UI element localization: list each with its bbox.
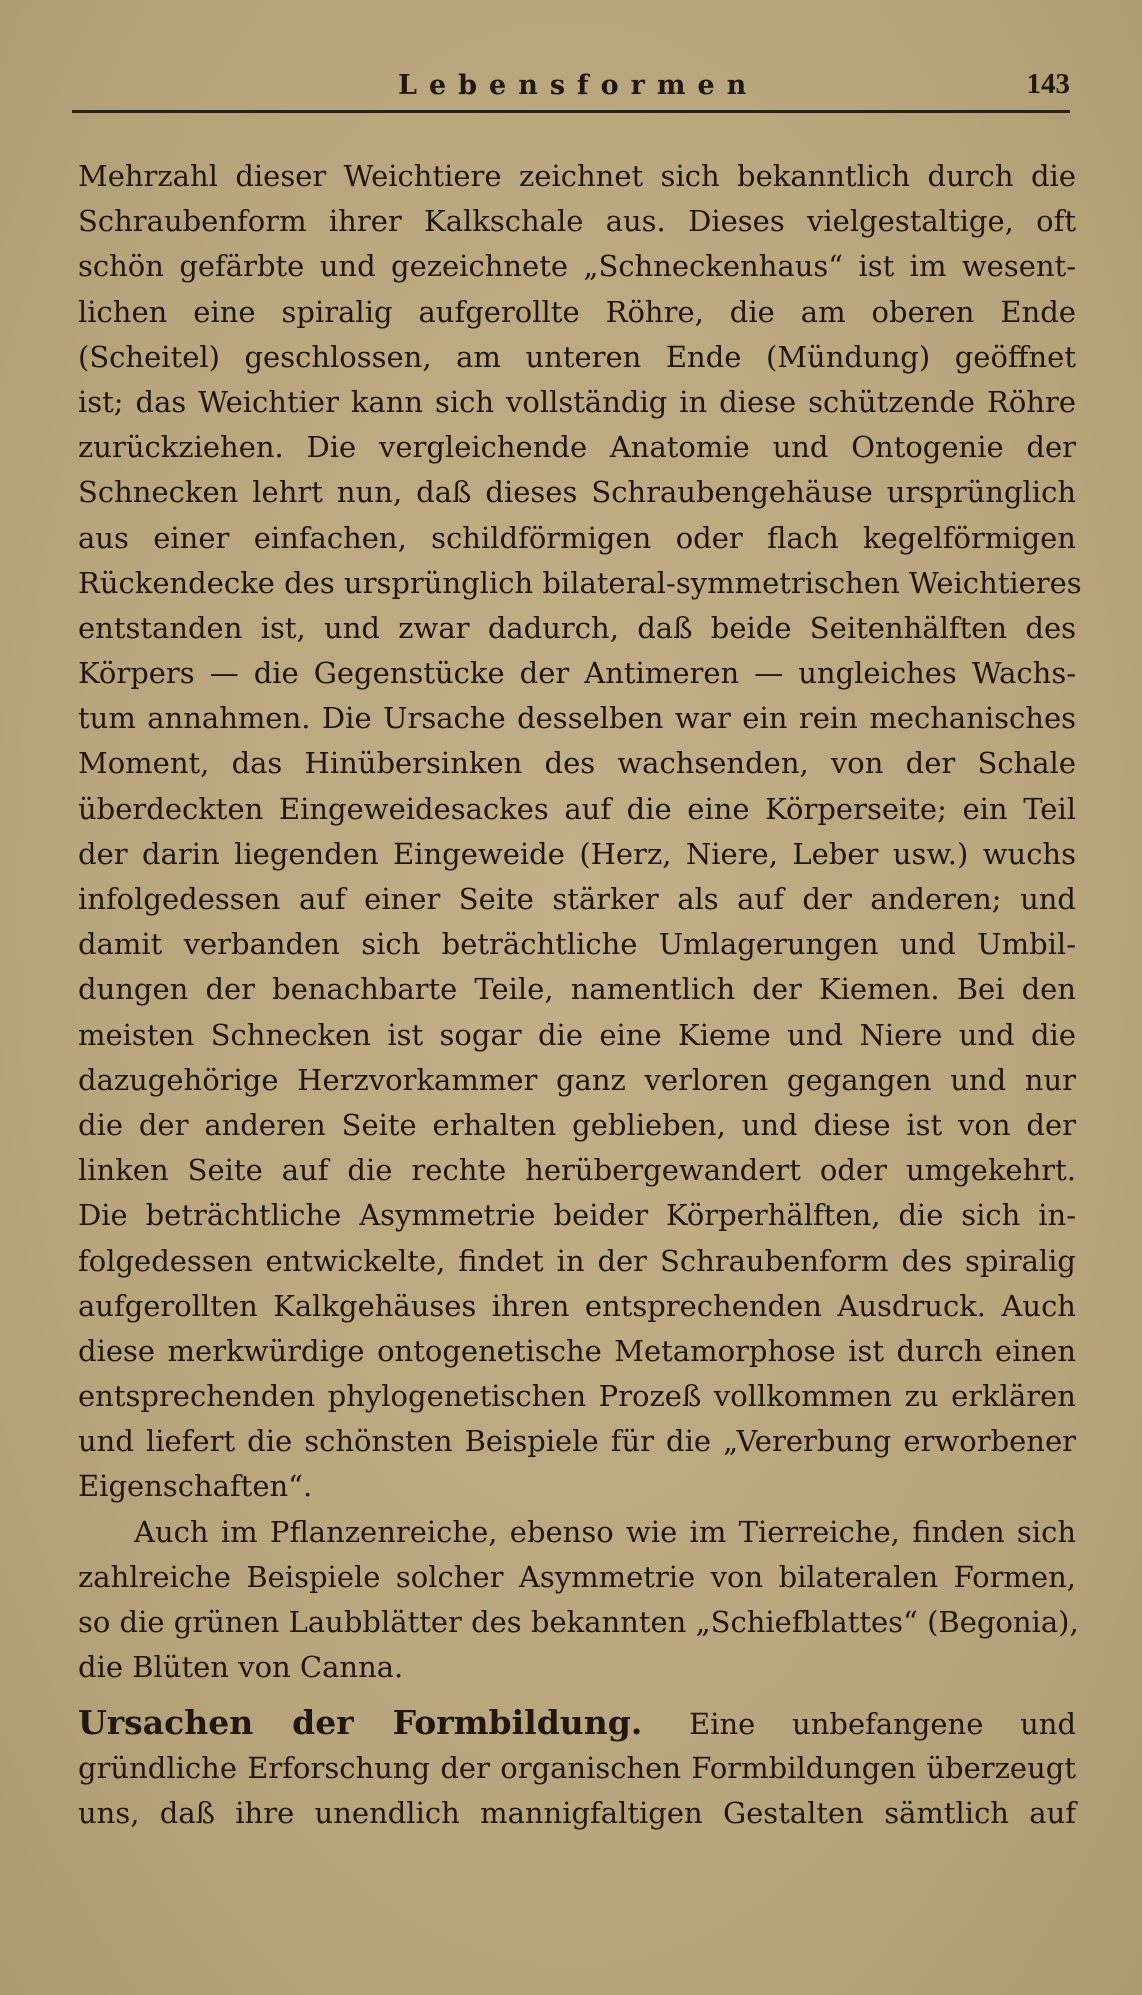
text-line: Körpers — die Gegenstücke der Antimeren — ungleiches Wachs- [78,656,1076,691]
heading-line-text: Eine unbefangene und [689,1707,1077,1742]
paragraph-1 [78,154,1082,1510]
text-line: uns, daß ihre unendlich mannigfaltigen Gestalten sämtlich auf [78,1795,1076,1830]
paragraph-2 [78,1510,1079,1691]
text-line: tum annahmen. Die Ursache desselben war ein rein mechanisches [78,701,1076,736]
body-text [78,154,1082,1836]
text-line: diese merkwürdige ontogenetische Metamorphose ist durch einen [78,1333,1076,1368]
text-line: gründliche Erforschung der organischen Formbildungen überzeugt [78,1750,1076,1785]
text-line: zahlreiche Beispiele solcher Asymmetrie von bilateralen Formen, [78,1559,1076,1594]
paragraph-gap [78,1690,1076,1700]
text-line: dazugehörige Herzvorkammer ganz verloren gegangen und nur [78,1062,1076,1097]
page-header [72,66,1070,113]
text-line: infolgedessen auf einer Seite stärker als auf der anderen; und [78,882,1076,916]
text-line: damit verbanden sich beträchtliche Umlagerungen und Umbil- [78,927,1076,962]
text-line: folgedessen entwickelte, findet in der Schraubenform des spiralig [78,1243,1076,1278]
text-line: aus einer einfachen, schildförmigen oder flach kegelförmigen [78,520,1076,555]
text-line: Schraubenform ihrer Kalkschale aus. Dieses vielgestaltige, oft [78,204,1076,239]
text-line: meisten Schnecken ist sogar die eine Kieme und Niere und die [78,1017,1076,1052]
text-line: ist; das Weichtier kann sich vollständig in diese schützende Röhre [78,384,1076,419]
text-line: entstanden ist, und zwar dadurch, daß beide Seitenhälften des [78,610,1076,645]
text-line: Auch im Pflanzenreiche, ebenso wie im Tierreiche, finden sich [134,1514,1076,1549]
text-line: aufgerollten Kalkgehäuses ihren entsprechenden Ausdruck. Auch [78,1288,1076,1323]
text-line: schön gefärbte und gezeichnete „Schneckenhaus“ ist im wesent- [78,249,1076,284]
text-line: Schnecken lehrt nun, daß dieses Schraubengehäuse ursprünglich [78,475,1076,510]
text-line: zurückziehen. Die vergleichende Anatomie und Ontogenie der [78,430,1076,465]
text-line: überdeckten Eingeweidesackes auf die eine Körperseite; ein Teil [78,791,1076,826]
text-line: Mehrzahl dieser Weichtiere zeichnet sich bekanntlich durch die [78,159,1076,193]
text-line: der darin liegenden Eingeweide (Herz, Niere, Leber usw.) wuchs [78,836,1076,871]
text-line: Die beträchtliche Asymmetrie beider Körperhälften, die sich in- [78,1198,1076,1233]
page-number: 143 [1026,68,1070,100]
text-line: die der anderen Seite erhalten geblieben, und diese ist von der [78,1107,1076,1142]
text-line: Moment, das Hinübersinken des wachsenden, von der Schale [78,746,1076,781]
section-heading: Ursachen der Formbildung. [78,1703,643,1743]
text-line: dungen der benachbarte Teile, namentlich der Kiemen. Bei den [78,972,1076,1007]
text-line: Eigenschaften“. [78,1469,313,1504]
text-line: so die grünen Laubblätter des bekannten „Schiefblattes“ (Begonia), [78,1605,1079,1639]
text-line [78,1700,1076,1745]
text-line: linken Seite auf die rechte herübergewandert oder umgekehrt. [78,1153,1076,1188]
running-title: Lebensformen [398,70,759,101]
text-line: lichen eine spiralig aufgerollte Röhre, die am oberen Ende [78,294,1076,329]
text-line: und liefert die schönsten Beispiele für die „Vererbung erworbener [78,1424,1076,1459]
text-line: (Scheitel) geschlossen, am unteren Ende (Mündung) geöffnet [78,339,1076,374]
text-line: die Blüten von Canna. [78,1650,404,1685]
text-line: Rückendecke des ursprünglich bilateral-symmetrischen Weichtieres [78,565,1082,600]
paragraph-3 [78,1700,1076,1836]
text-line: entsprechenden phylogenetischen Prozeß vollkommen zu erklären [78,1379,1076,1414]
